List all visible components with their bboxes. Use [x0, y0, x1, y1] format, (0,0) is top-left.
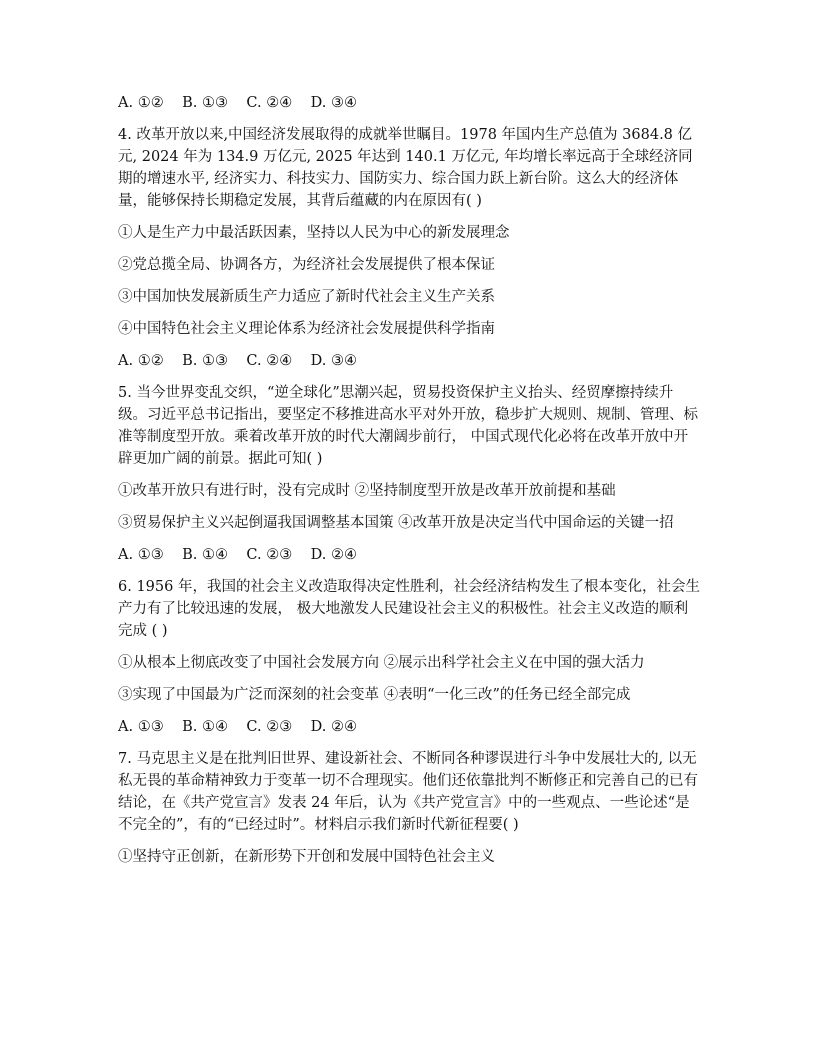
- q6-stem: 6. 1956 年，我国的社会主义改造取得决定性胜利，社会经济结构发生了根本变化，社会生产力有了比较迅速的发展， 极大地激发人民建设社会主义的积极性。社会主义改造的顺利完成 ( ): [118, 579, 700, 639]
- q4-item-3: ③中国加快发展新质生产力适应了新时代社会主义生产关系: [118, 289, 495, 305]
- q7-stem: 7. 马克思主义是在批判旧世界、建设新社会、不断同各种谬误进行斗争中发展壮大的, 以无私无畏的革命精神致力于变革一切不合理现实。他们还依靠批判不断修正和完善自己的已有结论，在《共产党宣言》发表 24 年后，认为《共产党宣言》中的一些观点、一些论述“是不完全的”，有的“已经过时”。材料启示我们新时代新征程要( ): [118, 751, 698, 833]
- q4-answer-options: A. ①② B. ①③ C. ②④ D. ③④: [118, 353, 357, 369]
- question-5: [118, 382, 700, 566]
- question-6: [118, 576, 700, 738]
- q5-items-3-4: ③贸易保护主义兴起倒逼我国调整基本国策 ④改革开放是决定当代中国命运的关键一招: [118, 515, 674, 531]
- q4-item-1: ①人是生产力中最活跃因素，坚持以人民为中心的新发展理念: [118, 225, 510, 241]
- q4-item-2: ②党总揽全局、协调各方，为经济社会发展提供了根本保证: [118, 257, 495, 273]
- q3-answer-options: A. ①② B. ①③ C. ②④ D. ③④: [118, 95, 357, 111]
- q5-stem: 5. 当今世界变乱交织，“逆全球化”思潮兴起，贸易投资保护主义抬头、经贸摩擦持续升级。习近平总书记指出，要坚定不移推进高水平对外开放，稳步扩大规则、规制、管理、标准等制度型开放。乘着改革开放的时代大潮阔步前行， 中国式现代化必将在改革开放中开辟更加广阔的前景。据此可知( ): [118, 385, 698, 467]
- q4-item-4: ④中国特色社会主义理论体系为经济社会发展提供科学指南: [118, 321, 495, 337]
- q5-items-1-2: ①改革开放只有进行时，没有完成时 ②坚持制度型开放是改革开放前提和基础: [118, 483, 616, 499]
- q6-items-3-4: ③实现了中国最为广泛而深刻的社会变革 ④表明“一化三改”的任务已经全部完成: [118, 687, 631, 703]
- q4-stem: 4. 改革开放以来,中国经济发展取得的成就举世瞩目。1978 年国内生产总值为 3684.8 亿元, 2024 年为 134.9 万亿元, 2025 年达到 140.1 万亿元, 年均增长率远高于全球经济同期的增速水平, 经济实力、科技实力、国防实力、综合国力跃上新台阶。这么大的经济体量，能够保持长期稳定发展，其背后蕴藏的内在原因有( ): [118, 127, 693, 209]
- q7-item-1: ①坚持守正创新，在新形势下开创和发展中国特色社会主义: [118, 849, 495, 865]
- q6-items-1-2: ①从根本上彻底改变了中国社会发展方向 ②展示出科学社会主义在中国的强大活力: [118, 655, 645, 671]
- q6-answer-options: A. ①③ B. ①④ C. ②③ D. ②④: [118, 719, 357, 735]
- document-content: [118, 92, 700, 878]
- q5-answer-options: A. ①③ B. ①④ C. ②③ D. ②④: [118, 547, 357, 563]
- question-4: [118, 124, 700, 372]
- question-7: [118, 748, 700, 868]
